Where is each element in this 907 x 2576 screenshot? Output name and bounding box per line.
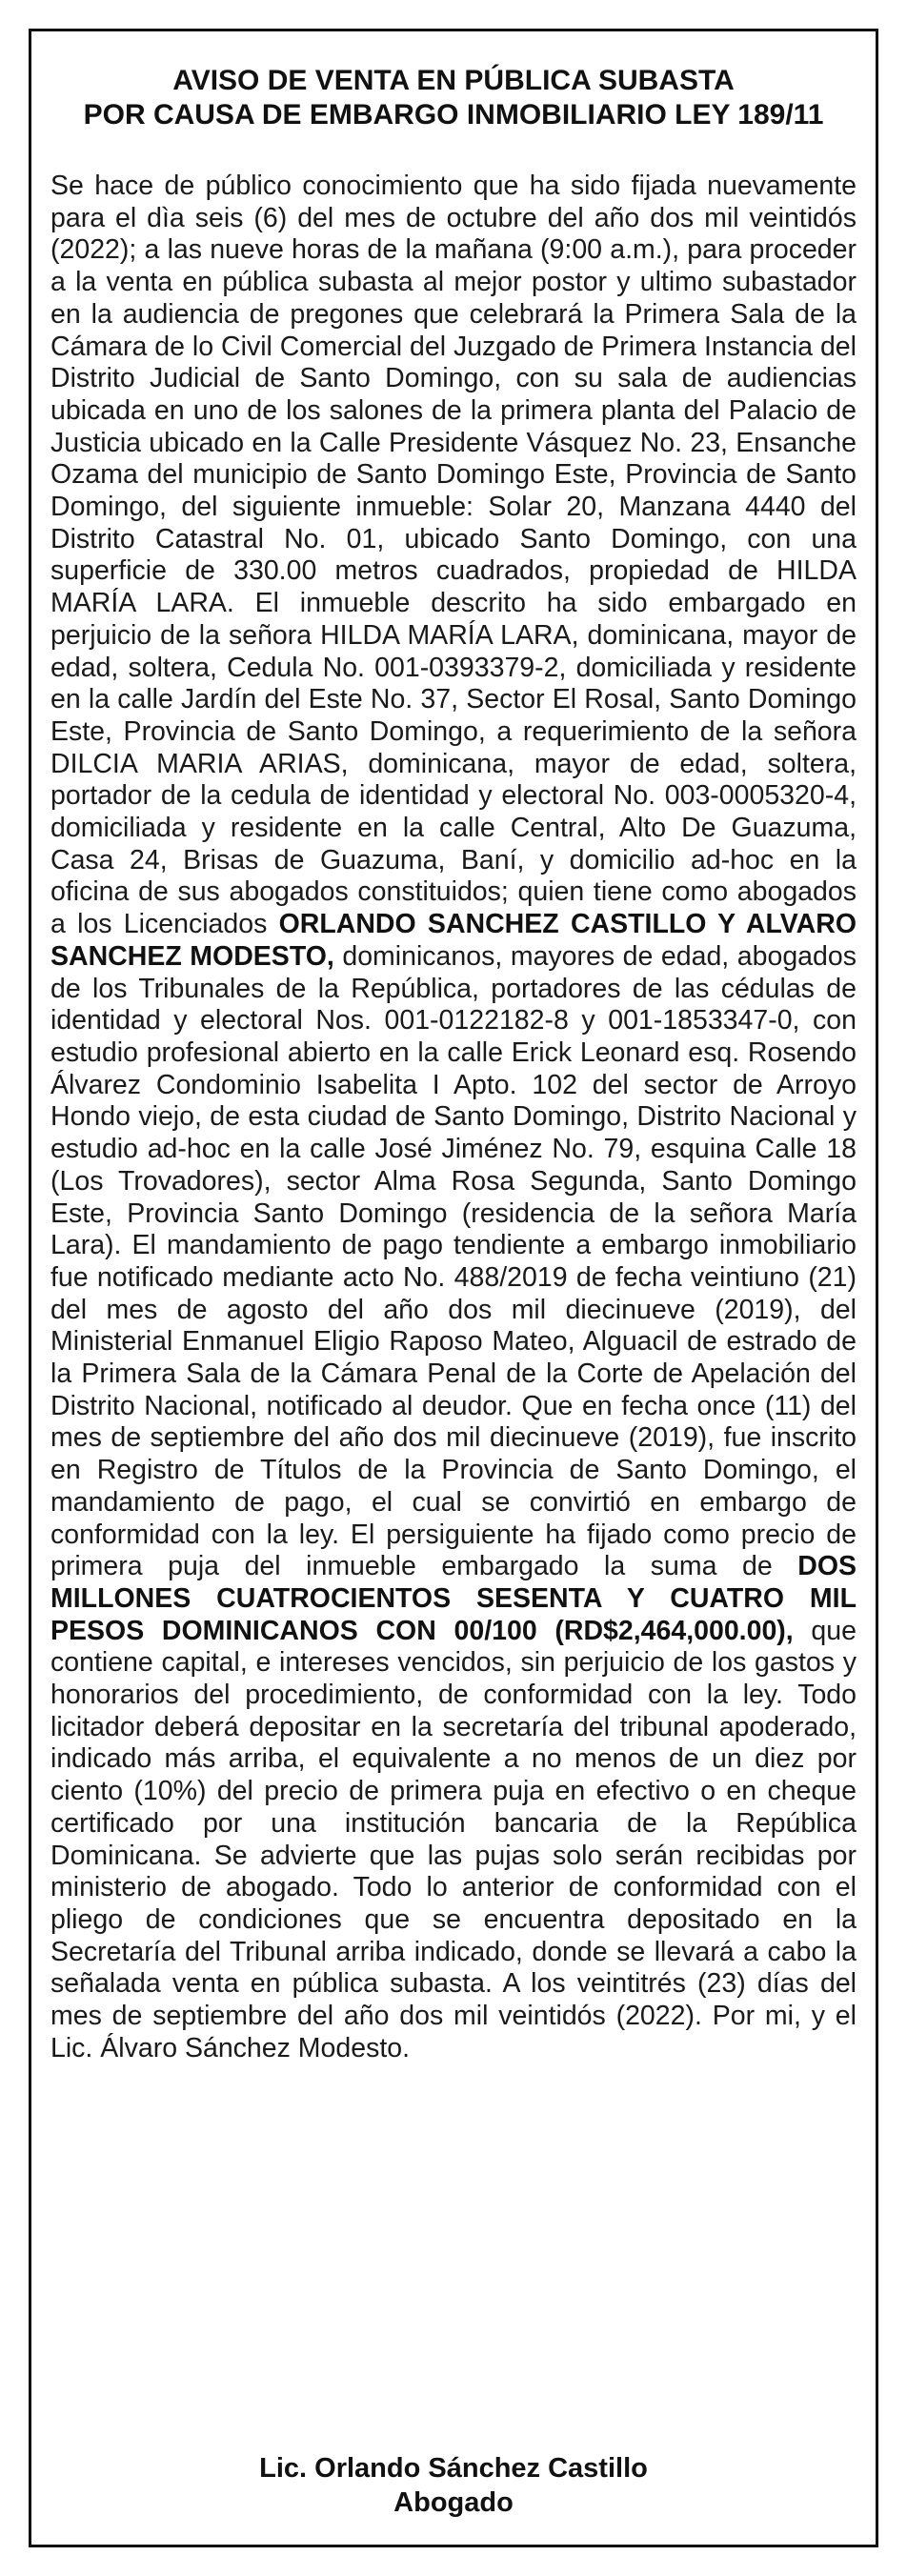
- auction-price: DOS MILLONES CUATROCIENTOS SESENTA Y CUATRO MIL PESOS DOMINICANOS CON 00/100 (RD$2,464,000.00),: [50, 1551, 857, 1646]
- signature-name: Lic. Orlando Sánchez Castillo: [259, 2453, 648, 2484]
- body-paragraph-part-2: dominicanos, mayores de edad, abogados de los Tribunales de la República, portadores de las cédulas de identidad y electoral Nos. 001-0122182-8 y 001-1853347-0, con estudio profesional abierto en la calle Erick Leonard esq. Rosendo Álvarez Condominio Isabelita I Apto. 102 del sector de Arroyo Hondo viejo, de esta ciudad de Santo Domingo, Distrito Nacional y estudio ad-hoc en la calle José Jiménez No. 79, esquina Calle 18 (Los Trovadores), sector Alma Rosa Segunda, Santo Domingo Este, Provincia Santo Domingo (residencia de la señora María Lara). El mandamiento de pago tendiente a embargo inmobiliario fue notificado mediante acto No. 488/2019 de fecha veintiuno (21) del mes de agosto del año dos mil diecinueve (2019), del Ministerial Enmanuel Eligio Raposo Mateo, Alguacil de estrado de la Primera Sala de la Cámara Penal de la Corte de Apelación del Distrito Nacional, notificado al deudor. Que en fecha once (11) del mes de septiembre del año dos mil diecinueve (2019), fue inscrito en Registro de Títulos de la Provincia de Santo Domingo, el mandamiento de pago, el cual se convirtió en embargo de conformidad con la ley. El persiguiente ha fijado como precio de primera puja del inmueble embargado la suma de: [50, 940, 857, 1582]
- lawyers-names: ORLANDO SANCHEZ CASTILLO Y ALVARO SANCHEZ MODESTO,: [50, 909, 857, 972]
- signature-block: [31, 2451, 876, 2520]
- heading-line-2: POR CAUSA DE EMBARGO INMOBILIARIO LEY 189/11: [83, 99, 824, 131]
- body-paragraph-part-3: que contiene capital, e intereses vencidos, sin perjuicio de los gastos y honorarios del procedimiento, de conformidad con la ley. Todo licitador deberá depositar en la secretaría del tribunal apoderado, indicado más arriba, el equivalente a no menos de un diez por ciento (10%) del precio de primera puja en efectivo o en cheque certificado por una institución bancaria de la República Dominicana. Se advierte que las pujas solo serán recibidas por ministerio de abogado. Todo lo anterior de conformidad con el pliego de condiciones que se encuentra depositado en la Secretaría del Tribunal arriba indicado, donde se llevará a cabo la señalada venta en pública subasta. A los veintitrés (23) días del mes de septiembre del año dos mil veintidós (2022). Por mi, y el Lic. Álvaro Sánchez Modesto.: [50, 1615, 857, 2063]
- heading-line-1: AVISO DE VENTA EN PÚBLICA SUBASTA: [172, 65, 735, 96]
- body-paragraph-part-1: Se hace de público conocimiento que ha sido fijada nuevamente para el dìa seis (6) del mes de octubre del año dos mil veintidós (2022); a las nueve horas de la mañana (9:00 a.m.), para proceder a la venta en pública subasta al mejor postor y ultimo subastador en la audiencia de pregones que celebrará la Primera Sala de la Cámara de lo Civil Comercial del Juzgado de Primera Instancia del Distrito Judicial de Santo Domingo, con su sala de audiencias ubicada en uno de los salones de la primera planta del Palacio de Justicia ubicado en la Calle Presidente Vásquez No. 23, Ensanche Ozama del municipio de Santo Domingo Este, Provincia de Santo Domingo, del siguiente inmueble: Solar 20, Manzana 4440 del Distrito Catastral No. 01, ubicado Santo Domingo, con una superficie de 330.00 metros cuadrados, propiedad de HILDA MARÍA LARA. El inmueble descrito ha sido embargado en perjuicio de la señora HILDA MARÍA LARA, dominicana, mayor de edad, soltera, Cedula No. 001-0393379-2, domiciliada y residente en la calle Jardín del Este No. 37, Sector El Rosal, Santo Domingo Este, Provincia de Santo Domingo, a requerimiento de la señora DILCIA MARIA ARIAS, dominicana, mayor de edad, soltera, portador de la cedula de identidad y electoral No. 003-0005320-4, domiciliada y residente en la calle Central, Alto De Guazuma, Casa 24, Brisas de Guazuma, Baní, y domicilio ad-hoc en la oficina de sus abogados constituidos; quien tiene como abogados a los Licenciados: [50, 171, 857, 940]
- notice-heading: [31, 64, 876, 132]
- legal-notice-frame: [29, 29, 878, 2547]
- notice-body: [50, 171, 857, 2064]
- signature-title: Abogado: [393, 2487, 514, 2518]
